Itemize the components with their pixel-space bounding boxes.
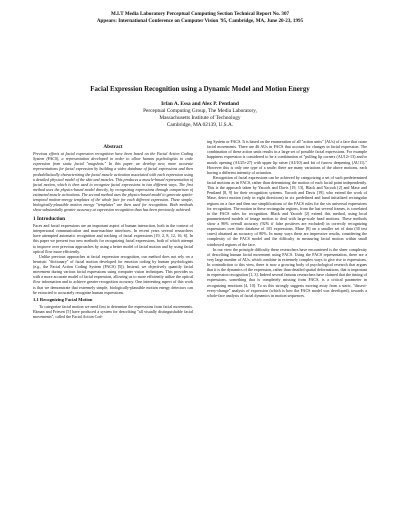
- introduction-heading: 1 Introduction: [33, 215, 66, 222]
- body-paragraph: To categorize facial motion we need first to determine the expressions from facial movements. Ekman and Friesen [5] have produced a system for describing "all visually distinguishable facial movements", called the Facial Action Cod-: [33, 303, 193, 319]
- abstract-text: Previous efforts at facial expression recognition have been based on the Facial Action Coding System (FACS), a representation developed in order to allow human psychologists to code expression from static facial "mugshots." In this paper we develop new, more accurate representations for facial expression by building a video database of facial expressions and then probabilistically characterizing the facial muscle activation associated with each expression using a detailed physical model of the skin and muscles. This produces a muscle-based representation of facial motion, which is then used to recognize facial expressions in two different ways. The first method uses the physics-based model directly, by recognizing expressions through comparison of estimated muscle activations. The second method uses the physics-based model to generate spatio-temporal motion-energy templates of the whole face for each different expression. These simple, biologically-plausible motion energy "templates" are then used for recognition. Both methods show substantially greater accuracy at expression recognition than has been previously achieved.: [33, 151, 193, 213]
- affiliation-line: Cambridge, MA 02139, U.S.A.: [166, 122, 234, 128]
- right-column: [207, 139, 367, 298]
- left-column: [33, 144, 193, 319]
- body-paragraph: ing System or FACS. It is based on the enumeration of all "action units" (AUs) of a face that cause facial movements. There are 46 AUs in FACS that account for changes in facial expression. The combination of these action units results in a large set of possible facial expressions. For example happiness expression is considered to be a combination of "pulling lip corners (AU12+13) and/or mouth opening (AU25+27) with upper lip raiser (AU10) and bit of furrow deepening (AU11)." However this is only one type of a smile; there are many variations of the above motions, each having a different intensity of actuation.: [207, 139, 367, 175]
- affiliation-line: Perceptual Computing Group, The Media Laboratory,: [143, 108, 257, 114]
- paper-authors: Irfan A. Essa and Alex P. Pentland: [161, 101, 239, 107]
- report-header: M.I.T Media Laboratory Perceptual Computing Section Technical Report No. 307: [110, 11, 290, 17]
- body-paragraph: Recognition of facial expressions can be achieved by categorizing a set of such predetermined facial motions as in FACS, rather than determining the motion of each facial point independently. This is the approach taken by Yacoob and Davis [19, 13], Black and Yacoob [2] and Mase and Pentland [8, 9] for their recognition systems. Yacoob and Davis [19], who extend the work of Mase, detect motion (only in eight directions) in six predefined and hand initialized rectangular regions on a face and then use simplifications of the FACS rules for the six universal expressions for recognition. The motion in these rectangular regions, from the last several frames, is correlated to the FACS rules for recognition. Black and Yacoob [2] extend this method, using local parameterized models of image motion to deal with large-scale head motions. These methods show a 86% overall accuracy (92% if false positives are excluded) in correctly recognizing expressions over their database of 105 expressions. Mase [8] on a smaller set of data (30 test cases) obtained an accuracy of 80%. In many ways these are impressive results, considering the complexity of the FACS model and the difficulty in measuring facial motion within small windowed regions of the face.: [207, 174, 367, 247]
- paper-title: Facial Expression Recognition using a Dynamic Model and Motion Energy: [90, 86, 310, 93]
- conference-header: Appears: International Conference on Computer Vision '95, Cambridge, MA, June 20-23, 1995: [96, 18, 304, 24]
- body-paragraph: Unlike previous approaches at facial expression recognition, our method does not rely on a heuristic "dictionary" of facial motion developed for emotion coding by human psychologists (e.g., the Facial Action Coding System (FACS) [5]). Instead, we objectively quantify facial movement during various facial expressions using computer vision techniques. This provides us with a more accurate model of facial expression, allowing us to more efficiently utilize the optical flow information and to achieve greater recognition accuracy. One interesting aspect of this work is that we demonstrate that extremely simple, biologically-plausible motion energy detectors can be extracted to accurately recognize human expressions.: [33, 253, 193, 295]
- body-paragraph: In our view the principle difficulty these researchers have encountered is the sheer complexity of describing human facial movement using FACS. Using the FACS representation, there are a very large number of AUs, which combine in extremely complex ways to give rise to expressions. In contradiction to this view, there is now a growing body of psychological research that argues that it is the dynamics of the expression, rather than detailed spatial deformations, that is important in expression recognition [1, 3]. Indeed several famous researchers have claimed that the timing of expressions, something that is completely missing from FACS, is a critical parameter in recognizing emotions [4, 10]. To us this strongly suggests moving away from a static, "dissect-every-change" analysis of expression (which is how the FACS model was developed), towards a whole-face analysis of facial dynamics in motion sequences.: [207, 246, 367, 298]
- affiliation-line: Massachusetts Institute of Technology: [159, 115, 241, 121]
- abstract-heading: Abstract: [103, 144, 123, 150]
- body-paragraph: Faces and facial expressions are an important aspect of human interaction, both in the context of interpersonal communication and man-machine interfaces. In recent years several researchers have attempted automatic recognition and tracking of facial expressions [19, 2, 8, 12, 16, 6]. In this paper we present two new methods for recognizing facial expressions, both of which attempt to improve over previous approaches by using a better model of facial motion and by using facial optical flow more efficiently.: [33, 223, 193, 254]
- subsection-heading: 1.1 Recognizing Facial Motion: [33, 296, 93, 302]
